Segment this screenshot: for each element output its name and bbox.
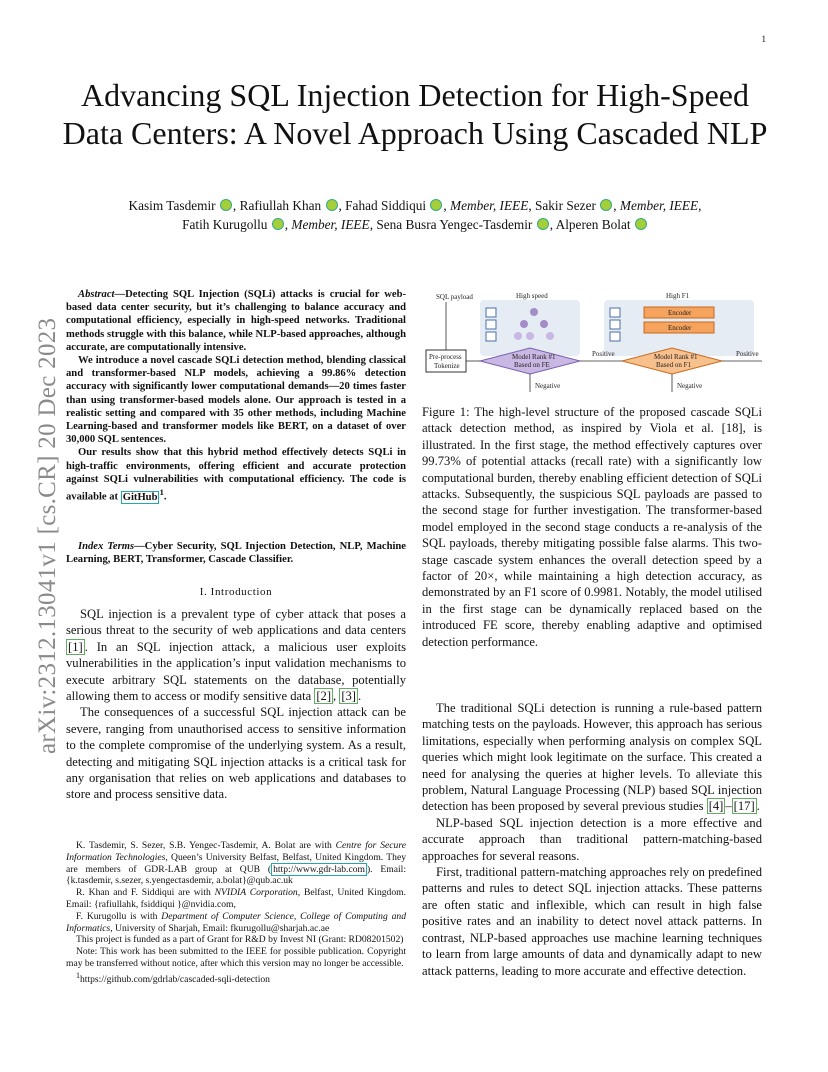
separator: , bbox=[698, 198, 702, 213]
author-affiliation: Member, IEEE bbox=[619, 198, 699, 213]
footnote-text: R. Khan and F. Siddiqui are with bbox=[76, 887, 215, 899]
footnotes bbox=[66, 840, 406, 986]
label-sql-payload: SQL payload bbox=[436, 293, 473, 301]
footnote-text: NVIDIA Corporation bbox=[214, 887, 298, 899]
footnote-text: K. Tasdemir, S. Sezer, S.B. Yengec-Tasdemir, A. Bolat are with bbox=[76, 840, 336, 851]
author-line-1 bbox=[60, 196, 770, 215]
intro-p2: The consequences of a successful SQL injection attack can be severe, ranging from unauthorised access to sensitive information to the complete compromise of the underlying system. As a result, detecting and mitigating SQL injection attacks is a critical task for any organisation that relies on web applications and databases to store and process sensitive data. bbox=[66, 705, 406, 802]
footnote-text: Department of Computer Science, College of Computing and Informatics bbox=[66, 910, 406, 934]
orcid-icon[interactable] bbox=[326, 199, 338, 211]
author-name: , Rafiullah Khan bbox=[232, 198, 322, 213]
citation-link[interactable]: [1] bbox=[68, 639, 83, 654]
author-name: Fatih Kurugollu bbox=[182, 217, 268, 232]
author-line-2 bbox=[60, 215, 770, 234]
abstract-text: Our results show that this hybrid method effectively detects SQLi in high-traffic environments, offering efficient and accurate protection against SQLi vulnerabilities with computational efficiency. The code is available at bbox=[66, 447, 406, 503]
orcid-icon[interactable] bbox=[430, 199, 442, 211]
footnote-text: Centre for Secure Information Technologies bbox=[66, 840, 406, 863]
body-text: – bbox=[725, 799, 732, 814]
token-box bbox=[610, 320, 620, 329]
separator: , bbox=[613, 198, 620, 213]
gdr-lab-link[interactable]: http://www.gdr-lab.com bbox=[273, 863, 365, 875]
footnote-url-text[interactable]: https://github.com/gdrlab/cascaded-sqli-detection bbox=[80, 973, 270, 985]
figure-1-diagram bbox=[422, 288, 767, 398]
footnote-affiliation-2 bbox=[66, 887, 406, 911]
page-number: 1 bbox=[761, 34, 766, 44]
abstract bbox=[66, 288, 406, 504]
footnote-mark[interactable]: 1 bbox=[159, 487, 164, 498]
rank1-fe-line1: Model Rank #1 bbox=[512, 353, 556, 361]
abstract-text: —Detecting SQL Injection (SQLi) attacks is crucial for web-based data center security, but it’s challenging to balance accuracy and computational efficiency, especially in high-speed networks. Traditional methods struggle with this balance, while NLP-based approaches, although accurate, are computationally intensive. bbox=[66, 289, 406, 353]
feature-box bbox=[486, 320, 496, 329]
intro-p1 bbox=[66, 606, 406, 704]
rank1-f1-line1: Model Rank #1 bbox=[654, 353, 698, 361]
citation-link[interactable]: [4] bbox=[708, 799, 724, 814]
positive-label: Positive bbox=[592, 350, 615, 358]
author-affiliation: Member, IEEE bbox=[291, 217, 370, 232]
feature-box bbox=[486, 332, 496, 341]
preprocess-label: Pre-process bbox=[429, 353, 462, 361]
introduction-body bbox=[66, 606, 406, 803]
tree-node bbox=[540, 320, 548, 328]
footnote-submission-note: Note: This work has been submitted to the IEEE for possible publication. Copyright may be transferred without notice, after which this version may no longer be accessible. bbox=[66, 946, 406, 969]
citation-link[interactable]: [3] bbox=[341, 689, 356, 704]
abstract-text: . bbox=[163, 491, 167, 503]
separator: , bbox=[284, 217, 292, 232]
encoder-label: Encoder bbox=[668, 324, 692, 332]
right-column-body bbox=[422, 700, 762, 979]
author-list bbox=[60, 196, 770, 234]
label-high-f1: High F1 bbox=[666, 292, 690, 300]
author-name: , Sakir Sezer bbox=[528, 198, 596, 213]
citation-link[interactable]: [17] bbox=[733, 799, 755, 814]
body-text: . bbox=[756, 799, 760, 814]
footnote-text: ). Email: {k.tasdemir, s.sezer, s.yengectasdemir, a.bolat}@qub.ac.uk bbox=[66, 863, 406, 887]
negative-label: Negative bbox=[535, 382, 561, 390]
author-name: , Alperen Bolat bbox=[549, 217, 631, 232]
tree-node bbox=[546, 332, 554, 340]
footnote-text: F. Kurugollu is with bbox=[76, 910, 162, 922]
label-high-speed: High speed bbox=[516, 292, 548, 300]
author-name: , Fahad Siddiqui bbox=[338, 198, 427, 213]
footnote-funding: This project is funded as a part of Grant for R&D by Invest NI (Grant: RD08201502) bbox=[76, 934, 404, 946]
arxiv-sidebar bbox=[14, 284, 61, 764]
arxiv-identifier: arXiv:2312.13041v1 [cs.CR] 20 Dec 2023 bbox=[34, 317, 61, 754]
author-name: , Sena Busra Yengec-Tasdemir bbox=[369, 217, 533, 232]
author-affiliation: Member, IEEE bbox=[450, 198, 529, 213]
tree-node bbox=[526, 332, 534, 340]
rank1-fe-line2: Based on FE bbox=[514, 361, 550, 369]
orcid-icon[interactable] bbox=[272, 218, 284, 230]
token-box bbox=[610, 332, 620, 341]
footnote-text: , University of Sharjah, Email: fkurugollu@sharjah.ac.ae bbox=[110, 922, 330, 934]
right-p2: NLP-based SQL injection detection is a more effective and accurate approach than traditional pattern-matching-based approaches for several reasons. bbox=[422, 815, 762, 863]
footnote-mark: 1 bbox=[76, 970, 80, 980]
right-p1 bbox=[422, 700, 762, 815]
rank1-f1-line2: Based on F1 bbox=[656, 361, 691, 369]
footnote-text: , Queen’s University Belfast, Belfast, United Kingdom. They are members of GDR-LAB group at QUB ( bbox=[66, 851, 406, 875]
body-text: . In an SQL injection attack, a malicious user exploits vulnerabilities in the application’s input validation mechanisms to execute arbitrary SQL statements on the database, potentially allowing them to access or modify sensitive data bbox=[66, 639, 406, 704]
feature-box bbox=[486, 308, 496, 317]
preprocess-label: Tokenize bbox=[434, 362, 460, 370]
orcid-icon[interactable] bbox=[635, 218, 647, 230]
tree-node bbox=[520, 320, 528, 328]
footnote-url bbox=[66, 970, 406, 986]
tree-node bbox=[514, 332, 522, 340]
section-heading-introduction: I. Introduction bbox=[199, 586, 273, 598]
index-terms-label: Index Terms bbox=[78, 541, 135, 552]
body-text: The traditional SQLi detection is running a rule-based pattern matching tests on the payloads. However, this approach has serious limitations, especially when performing analysis on complex SQL queries which might look legitimate on the surface. This created a need for analysing the queries at higher levels. To alleviate this problem, Natural Language Processing (NLP) based SQL injection detection has been proposed by several previous studies bbox=[422, 701, 762, 814]
abstract-p3 bbox=[66, 446, 406, 503]
positive-label: Positive bbox=[736, 350, 759, 358]
index-terms-text: —Cyber Security, SQL Injection Detection, NLP, Machine Learning, BERT, Transformer, Cascade Classifier. bbox=[66, 541, 406, 566]
encoder-label: Encoder bbox=[668, 309, 692, 317]
token-box bbox=[610, 308, 620, 317]
citation-link[interactable]: [2] bbox=[316, 689, 332, 704]
orcid-icon[interactable] bbox=[600, 199, 612, 211]
author-name: Kasim Tasdemir bbox=[128, 198, 216, 213]
footnote-affiliation-3 bbox=[66, 911, 406, 935]
tree-node bbox=[530, 308, 538, 316]
body-text: , bbox=[333, 689, 340, 704]
github-link[interactable]: GitHub bbox=[122, 491, 158, 503]
figure-1-caption: Figure 1: The high-level structure of the proposed cascade SQLi attack detection method, as inspired by Viola et al. [18], is illustrated. In the first stage, the method effectively captures over 99.73% of potential attacks (recall rate) with a significantly low computational burden, thereby enabling efficient detection of SQLi attacks. Subsequently, the suspicious SQL payloads are passed to the second stage for further investigation. The transformer-based model employed in the second stage conducts a re-analysis of the SQL payloads, thereby mitigating possible false alarms. This two-stage cascade system enhances the overall detection speed by a factor of 20×, while maintaining a high detection accuracy, as demonstrated by an F1 score of 0.9981. Notably, the model utilised in the first stage can be dynamically replaced based on the introduced FE score, thereby enabling adaptive and optimised detection performance. bbox=[422, 405, 762, 649]
footnote-affiliation-1 bbox=[66, 840, 406, 887]
orcid-icon[interactable] bbox=[537, 218, 549, 230]
abstract-p2: We introduce a novel cascade SQLi detection method, blending classical and transformer-based NLP models, achieving a 99.86% detection accuracy with significantly lower computational demands—20 times faster than using transformer-based models alone. Our approach is tested in a realistic setting and compared with 35 other methods, including Machine Learning-based and transformer models like BERT, on a dataset of over 30,000 SQL sentences. bbox=[66, 355, 406, 446]
abstract-label: Abstract bbox=[78, 289, 115, 300]
separator: , bbox=[443, 198, 451, 213]
negative-label: Negative bbox=[677, 382, 703, 390]
right-p3: First, traditional pattern-matching approaches rely on predefined patterns and rules to detect SQL injection attacks. These patterns are often static and inflexible, which can result in high false positive rates and an inability to detect novel attack patterns. In contrast, NLP-based approaches use machine learning techniques to learn from large amounts of data and dynamically adapt to new attack patterns, leading to more accurate and effective detection. bbox=[422, 865, 762, 978]
paper-title: Advancing SQL Injection Detection for High-Speed Data Centers: A Novel Approach Using Cascaded NLP bbox=[62, 77, 768, 151]
orcid-icon[interactable] bbox=[220, 199, 232, 211]
index-terms bbox=[66, 540, 406, 566]
body-text: . bbox=[358, 689, 362, 704]
body-text: SQL injection is a prevalent type of cyber attack that poses a serious threat to the security of web applications and data centers bbox=[66, 607, 406, 638]
footnote-text: , Belfast, United Kingdom. Email: {rafiullahk, fsiddiqui }@nvidia.com, bbox=[66, 887, 406, 910]
abstract-p1 bbox=[66, 288, 406, 354]
